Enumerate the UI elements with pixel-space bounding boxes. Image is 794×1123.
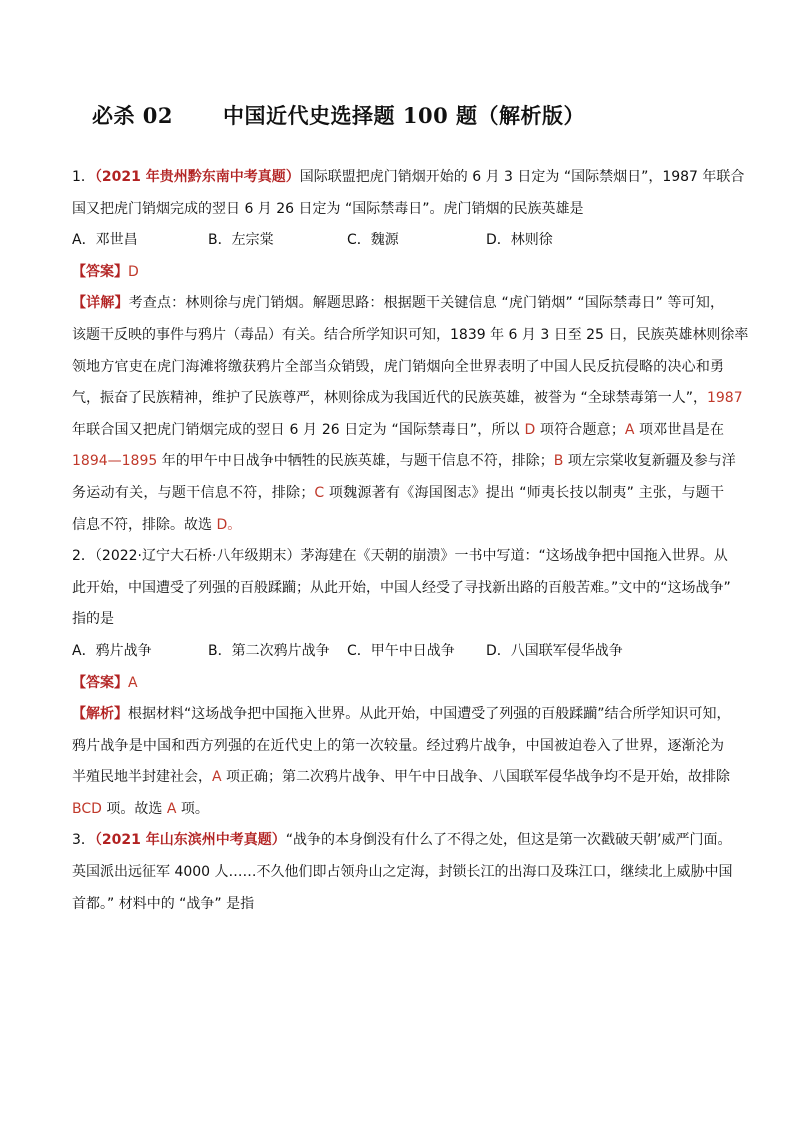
q2-stem-text: 茅海建在《天朝的崩溃》一书中写道：“这场战争把中国拖入世界。从 <box>300 548 728 565</box>
q1-option-d: D．林则徐 <box>486 232 553 249</box>
q2-option-b: B．第二次鸦片战争 <box>208 642 330 659</box>
q2-options <box>72 636 724 668</box>
q1-detail-opt-b: B <box>553 453 564 470</box>
q1-number: 1． <box>72 169 95 185</box>
q1-stem-line-1 <box>72 162 745 194</box>
q2-stem-line-1 <box>72 541 728 573</box>
q2-stem-line-2: 此开始，中国遭受了列强的百般蹂躏；从此开始，中国人经受了寻找新出路的百般苦难。”文中的“这场战争” <box>72 579 731 596</box>
document-title <box>92 100 732 134</box>
q2-analysis-opts-bcd: BCD <box>72 800 102 817</box>
q1-options <box>72 225 724 257</box>
q1-detail-label: 【详解】 <box>72 295 129 312</box>
q1-detail-opt-d: D <box>524 421 536 438</box>
q1-detail-line-6 <box>72 446 736 478</box>
q3-number: 3． <box>72 832 95 849</box>
q1-detail-text-5e: 项邓世昌是在 <box>634 421 724 438</box>
q1-detail-line-1 <box>72 288 724 320</box>
q1-stem-line-2: 国又把虎门销烟完成的翌日 6 月 26 日定为 “国际禁毒日”。虎门销烟的民族英雄是 <box>72 200 584 217</box>
q1-detail-line-8 <box>72 510 724 542</box>
q1-detail-year: 1987 <box>706 390 743 407</box>
q1-answer-value: D <box>128 263 139 280</box>
q3-stem-line-2: 英国派出远征军 4000 人……不久他们即占领舟山之定海，封锁长江的出海口及珠江口，继续北上威胁中国 <box>72 864 733 881</box>
q1-detail-years: 1894—1895 <box>72 453 158 470</box>
q3-source: （2021 年山东滨州中考真题） <box>94 832 286 849</box>
q1-detail-text-7c: 项魏源著有《海国图志》提出 “师夷长技以制夷” 主张，与题干 <box>324 484 725 501</box>
q2-analysis-line-4 <box>72 794 724 826</box>
q2-analysis-text-1: 根据材料“这场战争把中国拖入世界。从此开始，中国遭受了列强的百般蹂躏”结合所学知识可知， <box>128 706 731 723</box>
q1-detail-text-5a: 年联合国又把虎门销烟完成的翌日 6 月 26 日定为 “国际禁毒日”，所以 <box>72 421 525 438</box>
q2-analysis-text-4d: 项。 <box>176 800 209 817</box>
q2-analysis-final: A <box>166 800 177 817</box>
q1-detail-line-5 <box>72 415 724 447</box>
q2-analysis-line-1 <box>72 699 731 731</box>
q1-option-b: B．左宗棠 <box>208 232 274 249</box>
q1-detail-opt-c: C <box>314 484 325 501</box>
q1-detail-text-8a: 信息不符，排除。故选 <box>72 516 217 533</box>
q2-answer-label: 【答案】 <box>72 674 128 691</box>
q1-option-c: C．魏源 <box>347 232 399 249</box>
q1-detail-final: D。 <box>216 516 242 533</box>
q1-detail-text-4: 气，振奋了民族精神，维护了民族尊严，林则徐成为我国近代的民族英雄，被誉为 “全球禁毒第一人”， <box>72 390 707 407</box>
q1-detail-text-5c: 项符合题意； <box>535 421 625 438</box>
q1-detail-line-7 <box>72 478 724 510</box>
q2-number: 2． <box>72 548 95 565</box>
q2-analysis-line-3 <box>72 762 731 794</box>
q2-source: （2022·辽宁大石桥·八年级期末） <box>94 548 301 565</box>
q2-analysis-text-3a: 半殖民地半封建社会， <box>72 769 212 786</box>
q2-analysis-text-3c: 项正确；第二次鸦片战争、甲午中日战争、八国联军侵华战争均不是开始，故排除 <box>221 769 731 786</box>
q1-detail-text-6b: 年的甲午中日战争中牺牲的民族英雄，与题干信息不符，排除； <box>157 453 554 470</box>
q2-analysis-opt-a: A <box>212 769 222 786</box>
q1-detail-text-1: 考查点：林则徐与虎门销烟。解题思路：根据题干关键信息 “虎门销烟” “国际禁毒日” 等可知， <box>128 295 724 312</box>
q2-option-d: D．八国联军侵华战争 <box>486 642 623 659</box>
q1-detail-line-2: 该题干反映的事件与鸦片（毒品）有关。结合所学知识可知，1839 年 6 月 3 日至 25 日，民族英雄林则徐率 <box>72 326 749 343</box>
q1-option-a: A．邓世昌 <box>72 232 138 249</box>
q2-option-a: A．鸦片战争 <box>72 642 152 659</box>
q1-stem-text: 国际联盟把虎门销烟开始的 6 月 3 日定为 “国际禁烟日”，1987 年联合 <box>299 169 745 185</box>
q2-answer-value: A <box>128 674 138 691</box>
q1-detail-line-4 <box>72 383 743 415</box>
q3-stem-text: “战争的本身倒没有什么了不得之处，但这是第一次戳破天朝’威严门面。 <box>285 832 732 849</box>
question-list <box>72 162 749 920</box>
q1-detail-text-6d: 项左宗棠收复新疆及参与洋 <box>563 453 736 470</box>
q3-stem-line-3: 首都。” 材料中的 “战争” 是指 <box>72 895 255 912</box>
q2-analysis-line-2: 鸦片战争是中国和西方列强的在近代史上的第一次较量。经过鸦片战争，中国被迫卷入了世界，逐渐沦为 <box>72 737 724 754</box>
title-code: 必杀 02 <box>92 103 174 128</box>
title-text: 中国近代史选择题 100 题（解析版） <box>223 103 586 128</box>
q2-answer <box>72 668 724 700</box>
q2-analysis-label: 【解析】 <box>72 706 128 723</box>
q2-option-c: C．甲午中日战争 <box>347 642 455 659</box>
q3-stem-line-1 <box>72 825 732 857</box>
q2-stem-line-3: 指的是 <box>72 611 114 628</box>
q1-detail-line-3: 领地方官吏在虎门海滩将缴获鸦片全部当众销毁，虎门销烟向全世界表明了中国人民反抗侵略的决心和勇 <box>72 358 724 375</box>
q1-source: （2021 年贵州黔东南中考真题） <box>94 169 300 185</box>
q2-analysis-text-4b: 项。故选 <box>101 800 167 817</box>
q1-answer-label: 【答案】 <box>72 263 128 280</box>
q1-detail-opt-a: A <box>624 421 635 438</box>
q1-detail-text-7a: 务运动有关，与题干信息不符，排除； <box>72 484 315 501</box>
q1-answer <box>72 257 724 289</box>
